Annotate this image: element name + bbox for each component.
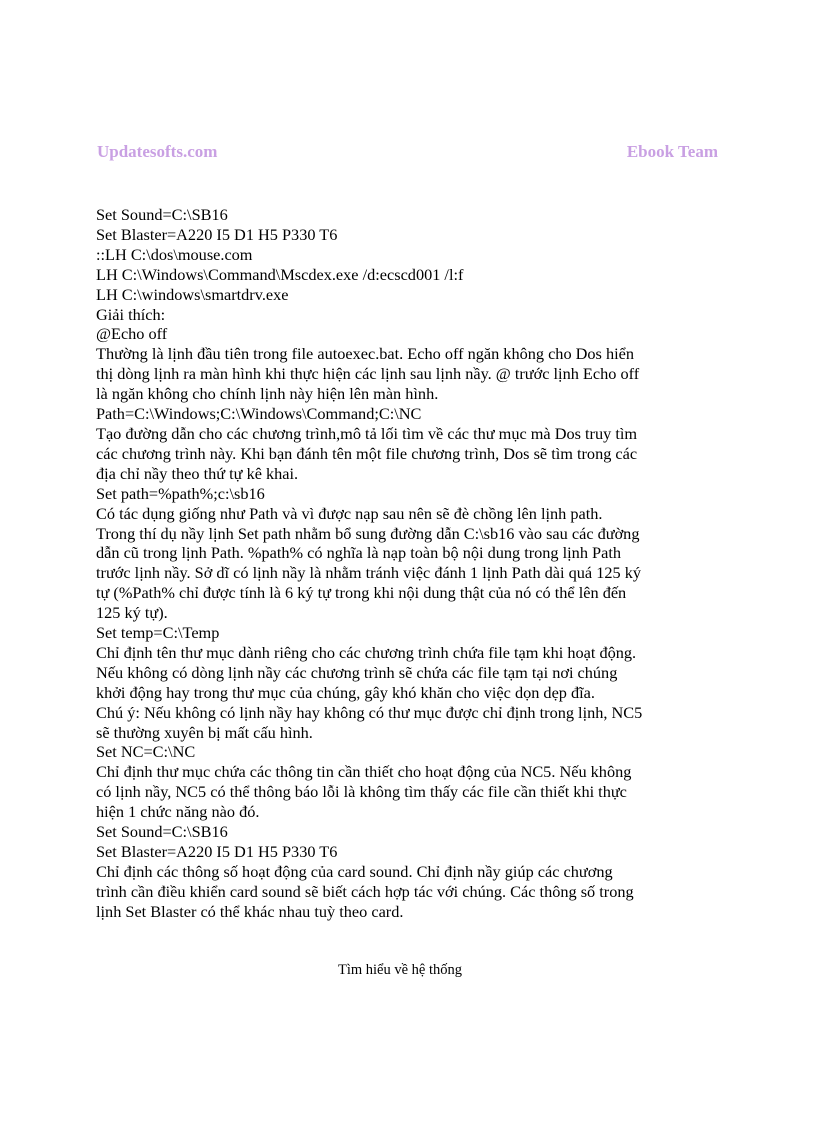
config-line: LH C:\Windows\Command\Mscdex.exe /d:ecscd001 /l:f — [96, 264, 464, 284]
explanation-paragraph: Chỉ định các thông số hoạt động của card sound. Chỉ định nầy giúp các chương trình cần điều khiển card sound sẽ biết cách hợp tác với chúng. Các thông số trong lịnh Set Blaster có thể khác nhau tuỳ theo card. — [96, 861, 634, 921]
note-paragraph: Chú ý: Nếu không có lịnh nầy hay không có thư mục được chỉ định trong lịnh, NC5 sẽ thường xuyên bị mất cấu hình. — [96, 702, 643, 742]
page-footer: Tìm hiểu về hệ thống — [337, 962, 463, 978]
explanation-paragraph: Chỉ định tên thư mục dành riêng cho các chương trình chứa file tạm khi hoạt động. Nếu không có dòng lịnh nầy các chương trình sẽ chứa các file tạm tại nơi chúng khởi động hay trong thư mục của chúng, gây khó khăn cho việc dọn dẹp đĩa. — [96, 642, 637, 702]
config-line: ::LH C:\dos\mouse.com — [96, 244, 253, 264]
command-line: Set Blaster=A220 I5 D1 H5 P330 T6 — [96, 842, 338, 861]
command-line: Path=C:\Windows;C:\Windows\Command;C:\NC — [96, 404, 422, 424]
document-body — [96, 205, 736, 922]
page-header — [97, 142, 718, 164]
config-line: Set Sound=C:\SB16 — [96, 205, 228, 224]
command-line: Set path=%path%;c:\sb16 — [96, 483, 265, 503]
command-line: @Echo off — [96, 324, 168, 344]
header-team-name: Ebook Team — [626, 142, 718, 161]
header-site-name: Updatesofts.com — [97, 142, 218, 161]
command-line: Set Sound=C:\SB16 — [96, 822, 228, 842]
command-line: Set temp=C:\Temp — [96, 623, 220, 643]
explanation-paragraph: Tạo đường dẫn cho các chương trình,mô tả lối tìm về các thư mục mà Dos truy tìm các chương trình này. Khi bạn đánh tên một file chương trình, Dos sẽ tìm trong các địa chỉ nầy theo thứ tự kê khai. — [96, 423, 638, 483]
config-line: LH C:\windows\smartdrv.exe — [96, 284, 289, 304]
explanation-paragraph: Thường là lịnh đầu tiên trong file autoexec.bat. Echo off ngăn không cho Dos hiển thị dòng lịnh ra màn hình khi thực hiện các lịnh sau lịnh nầy. @ trước lịnh Echo off là ngăn không cho chính lịnh này hiện lên màn hình. — [96, 344, 640, 404]
explanation-paragraph: Có tác dụng giống như Path và vì được nạp sau nên sẽ đè chồng lên lịnh path. Trong thí dụ nầy lịnh Set path nhằm bổ sung đường dẫn C:\sb16 vào sau các đường dẫn cũ trong lịnh Path. %path% có nghĩa là nạp toàn bộ nội dung trong lịnh Path trước lịnh nầy. Sở dĩ có lịnh nầy là nhằm tránh việc đánh 1 lịnh Path dài quá 125 ký tự (%Path% chỉ được tính là 6 ký tự trong khi nội dung thật của nó có thể lên đến 125 ký tự). — [96, 503, 641, 623]
config-line: Set Blaster=A220 I5 D1 H5 P330 T6 — [96, 224, 338, 244]
command-line: Set NC=C:\NC — [96, 742, 196, 762]
explanation-paragraph: Chỉ định thư mục chứa các thông tin cần thiết cho hoạt động của NC5. Nếu không có lịnh nầy, NC5 có thể thông báo lỗi là không tìm thấy các file cần thiết khi thực hiện 1 chức năng nào đó. — [96, 762, 632, 822]
section-heading: Giải thích: — [96, 304, 166, 324]
